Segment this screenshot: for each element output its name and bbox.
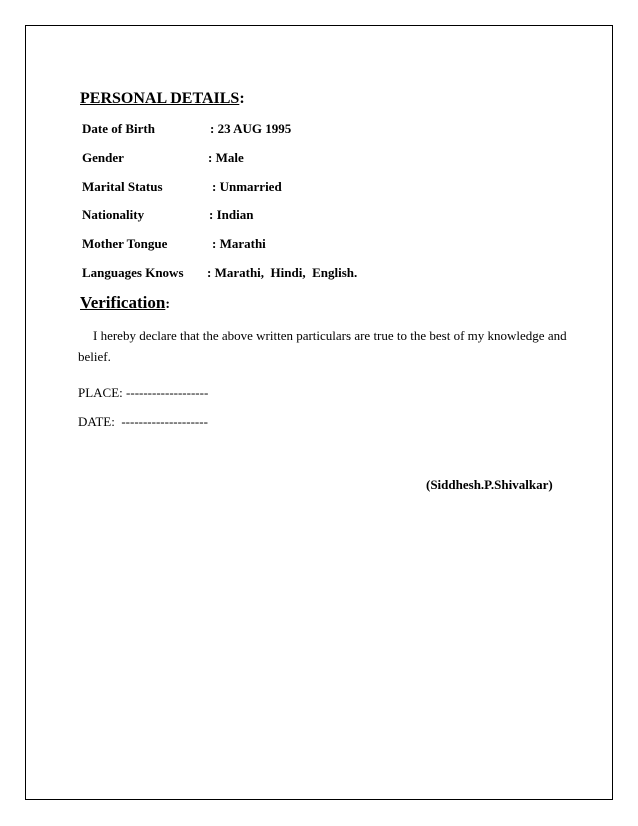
verification-heading-text: Verification bbox=[80, 293, 166, 312]
detail-value: : Indian bbox=[209, 207, 254, 222]
detail-label: Languages Knows bbox=[82, 265, 184, 280]
signature-name: (Siddhesh.P.Shivalkar) bbox=[426, 477, 553, 492]
personal-details-heading-text: PERSONAL DETAILS bbox=[80, 90, 240, 107]
declaration-text-line-1: I hereby declare that the above written particulars are true to the best of my knowledge and bbox=[93, 328, 567, 343]
detail-label: Gender bbox=[82, 150, 124, 165]
declaration-text-line-2: belief. bbox=[78, 349, 111, 364]
date-field: DATE: -------------------- bbox=[78, 414, 208, 429]
place-field: PLACE: ------------------- bbox=[78, 385, 209, 400]
detail-label: Marital Status bbox=[82, 179, 163, 194]
detail-value: : 23 AUG 1995 bbox=[210, 121, 292, 136]
detail-label: Date of Birth bbox=[82, 121, 155, 136]
personal-details-heading bbox=[80, 89, 245, 109]
verification-heading-colon: : bbox=[165, 297, 170, 312]
detail-value: : Unmarried bbox=[212, 179, 282, 194]
detail-value: : Marathi, Hindi, English. bbox=[207, 265, 358, 280]
detail-label: Mother Tongue bbox=[82, 236, 168, 251]
verification-heading bbox=[80, 293, 170, 315]
detail-value: : Marathi bbox=[212, 236, 266, 251]
detail-label: Nationality bbox=[82, 207, 145, 222]
personal-details-heading-colon: : bbox=[239, 90, 245, 107]
detail-value: : Male bbox=[208, 150, 244, 165]
